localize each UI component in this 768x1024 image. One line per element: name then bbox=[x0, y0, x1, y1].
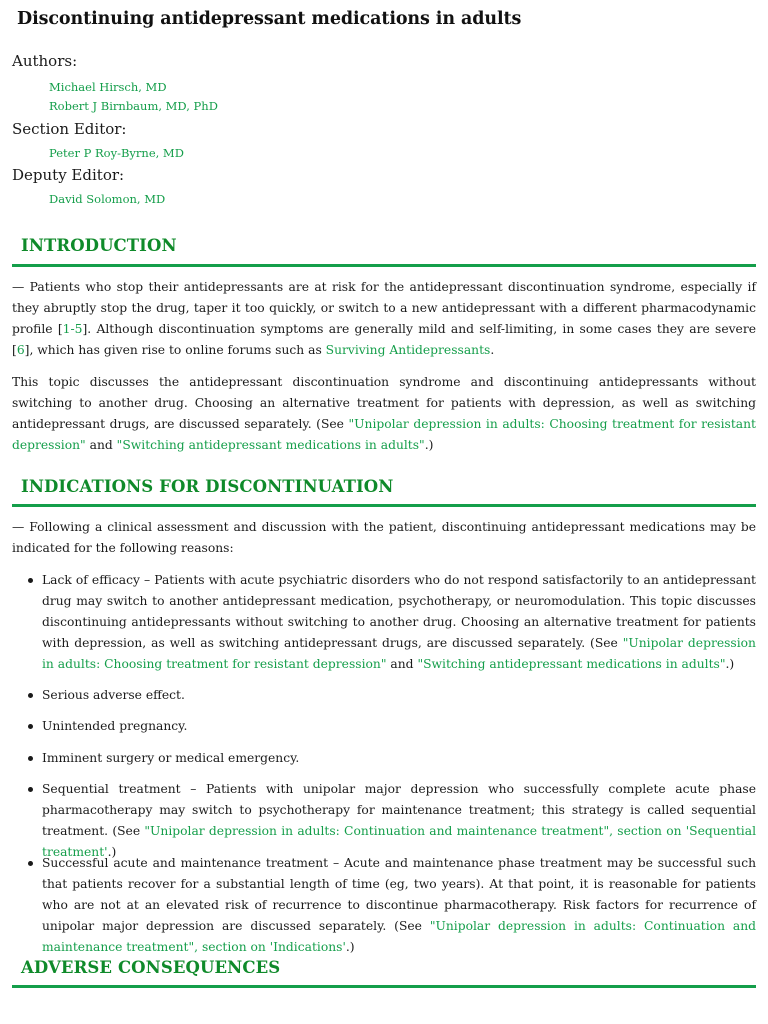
list-item-surgery: Imminent surgery or medical emergency. bbox=[12, 748, 756, 769]
reference-link-1-5[interactable]: 1-5 bbox=[62, 322, 83, 336]
deputy-editor-label: Deputy Editor: bbox=[12, 166, 125, 184]
introduction-paragraph-1 bbox=[12, 277, 756, 361]
list-item-successful-treatment bbox=[12, 853, 756, 958]
intro-p1-text-a: — Patients who stop their antidepressants are at risk for the antidepressant discontinuation syndrome, especially if they abruptly stop the drug, taper it too quickly, or switch to a new antidepressant with a different pharmacodynamic profile [ bbox=[12, 280, 756, 336]
introduction-divider bbox=[12, 264, 756, 267]
indications-divider bbox=[12, 504, 756, 507]
bullet1-text-a: Lack of efficacy – Patients with acute psychiatric disorders who do not respond satisfactorily to an antidepressant drug may switch to another antidepressant medication, psychotherapy, or neuromodulation. This topic discusses discontinuing antidepressants without switching to another drug. Choosing an alternative treatment for patients with depression, as well as switching antidepressant drugs, are discussed separately. (See bbox=[42, 573, 756, 650]
adverse-consequences-heading: ADVERSE CONSEQUENCES bbox=[21, 958, 281, 977]
section-editor-label: Section Editor: bbox=[12, 120, 127, 138]
adverse-consequences-divider bbox=[12, 985, 756, 988]
list-item-adverse-effect: Serious adverse effect. bbox=[12, 685, 756, 706]
bullet5-text-a: Sequential treatment – Patients with unipolar major depression who successfully complete acute phase pharmacotherapy may switch to psychotherapy for maintenance treatment; this strategy is called sequential treatment. (See bbox=[42, 782, 756, 838]
bullet6-text-a: Successful acute and maintenance treatment – Acute and maintenance phase treatment may be successful such that patients recover for a substantial length of time (eg, two years). At that point, it is reasonable for patients who are not at an elevated risk of recurrence to discontinue pharmacotherapy. Risk factors for recurrence of unipolar major depression are discussed separately. (See bbox=[42, 856, 756, 933]
author-link-birnbaum[interactable]: Robert J Birnbaum, MD, PhD bbox=[49, 99, 218, 113]
bullet5-text-b: .) bbox=[107, 845, 117, 859]
intro-p2-text-b: and bbox=[85, 438, 117, 452]
intro-p2-text-c: .) bbox=[424, 438, 434, 452]
reference-link-6[interactable]: 6 bbox=[16, 343, 25, 357]
intro-p1-text-c: ], which has given rise to online forums such as bbox=[24, 343, 326, 357]
deputy-editor-link[interactable]: David Solomon, MD bbox=[49, 192, 166, 206]
switching-antidepressants-link[interactable]: "Switching antidepressant medications in adults" bbox=[116, 438, 425, 452]
section-editor-link[interactable]: Peter P Roy-Byrne, MD bbox=[49, 146, 184, 160]
indications-heading: INDICATIONS FOR DISCONTINUATION bbox=[21, 477, 394, 496]
bullet1-text-c: .) bbox=[725, 657, 735, 671]
list-item-pregnancy: Unintended pregnancy. bbox=[12, 716, 756, 737]
bullet5-continuation-link[interactable]: "Unipolar depression in adults: Continuation and maintenance treatment", section on 'Sequential treatment' bbox=[42, 824, 757, 859]
article-title: Discontinuing antidepressant medications in adults bbox=[17, 9, 522, 29]
bullet1-text-b: and bbox=[386, 657, 418, 671]
authors-label: Authors: bbox=[12, 52, 78, 70]
introduction-paragraph-2 bbox=[12, 372, 756, 456]
list-item-lack-of-efficacy bbox=[12, 570, 756, 675]
surviving-antidepressants-link[interactable]: Surviving Antidepressants bbox=[325, 343, 491, 357]
author-link-hirsch[interactable]: Michael Hirsch, MD bbox=[49, 80, 167, 94]
bullet6-continuation-link[interactable]: "Unipolar depression in adults: Continuation and maintenance treatment", section on 'Indications' bbox=[42, 919, 756, 954]
indications-intro-paragraph: — Following a clinical assessment and discussion with the patient, discontinuing antidepressant medications may be indicated for the following reasons: bbox=[12, 520, 756, 555]
intro-p1-text-b: ]. Although discontinuation symptoms are generally mild and self-limiting, in some cases they are severe [ bbox=[12, 322, 756, 357]
introduction-heading: INTRODUCTION bbox=[21, 236, 177, 255]
bullet1-switching-link[interactable]: "Switching antidepressant medications in adults" bbox=[417, 657, 726, 671]
intro-p1-text-d: . bbox=[490, 343, 495, 357]
intro-p2-text-a: This topic discusses the antidepressant discontinuation syndrome and discontinuing antidepressants without switching to another drug. Choosing an alternative treatment for patients with depression, as well as switching antidepressant drugs, are discussed separately. (See bbox=[12, 375, 756, 431]
list-item-sequential-treatment bbox=[12, 779, 756, 863]
resistant-depression-link[interactable]: "Unipolar depression in adults: Choosing treatment for resistant depression" bbox=[12, 417, 756, 452]
bullet1-resistant-depression-link[interactable]: "Unipolar depression in adults: Choosing treatment for resistant depression" bbox=[42, 636, 756, 671]
bullet6-text-b: .) bbox=[345, 940, 355, 954]
